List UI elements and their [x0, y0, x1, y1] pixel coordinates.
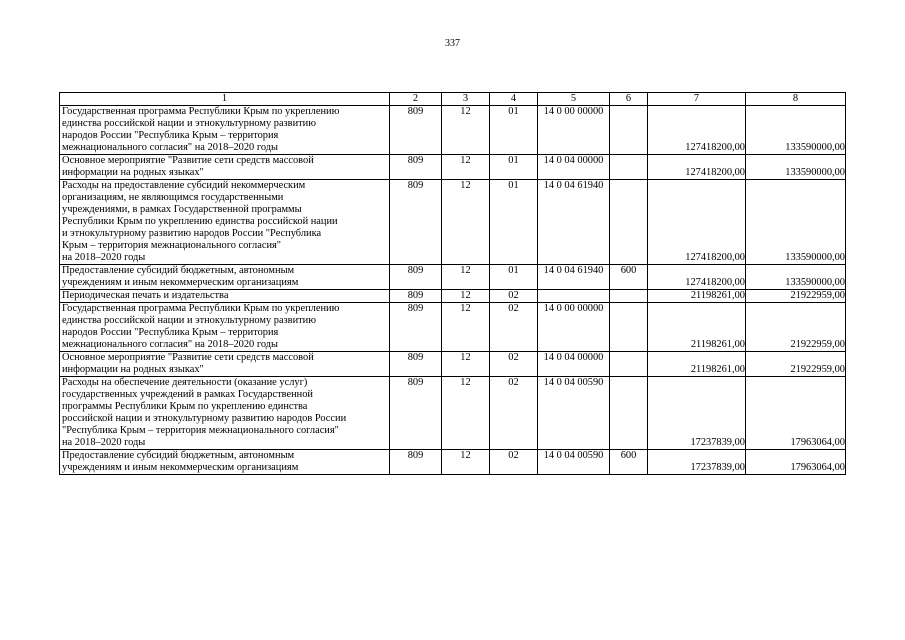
amount-cell-col8: 21922959,00: [746, 303, 846, 352]
column-header: 8: [746, 93, 846, 106]
target-article-cell: 14 0 04 00000: [538, 352, 610, 377]
expense-name-line: информации на родных языках": [62, 364, 204, 375]
section-code-cell: 12: [442, 352, 490, 377]
subsection-code-cell: 02: [490, 352, 538, 377]
expense-name-line: народов России "Республика Крым – территория: [62, 327, 279, 338]
amount-cell-col7: 127418200,00: [648, 180, 746, 265]
amount-cell-col8: 21922959,00: [746, 352, 846, 377]
expense-name-line: единства российской нации и этнокультурному развитию: [62, 315, 316, 326]
expense-type-cell: [610, 303, 648, 352]
expense-name-line: Предоставление субсидий бюджетным, автономным: [62, 265, 295, 276]
expense-name-line: на 2018–2020 годы: [62, 437, 146, 448]
subsection-code-cell: 01: [490, 180, 538, 265]
amount-cell-col7: 21198261,00: [648, 303, 746, 352]
table-row: [60, 377, 846, 450]
section-code-cell: 12: [442, 155, 490, 180]
expense-name-line: информации на родных языках": [62, 167, 204, 178]
expense-name-cell: [60, 265, 390, 290]
target-article-cell: 14 0 00 00000: [538, 303, 610, 352]
amount-cell-col8: 133590000,00: [746, 180, 846, 265]
target-article-cell: 14 0 04 00590: [538, 377, 610, 450]
expense-name-line: Крым – территория межнационального согласия": [62, 240, 282, 251]
expense-type-cell: [610, 155, 648, 180]
expense-type-cell: [610, 377, 648, 450]
table-row: [60, 180, 846, 265]
amount-cell-col7: 17237839,00: [648, 450, 746, 475]
expense-name-line: межнационального согласия" на 2018–2020 годы: [62, 142, 279, 153]
department-code-cell: 809: [390, 180, 442, 265]
amount-cell-col8: 133590000,00: [746, 155, 846, 180]
subsection-code-cell: 02: [490, 303, 538, 352]
table-row: [60, 352, 846, 377]
expense-type-cell: 600: [610, 265, 648, 290]
amount-cell-col8: 21922959,00: [746, 290, 846, 303]
subsection-code-cell: 02: [490, 377, 538, 450]
header-row: [60, 93, 846, 106]
subsection-code-cell: 01: [490, 265, 538, 290]
column-header: 7: [648, 93, 746, 106]
amount-cell-col8: 133590000,00: [746, 106, 846, 155]
column-header: 5: [538, 93, 610, 106]
section-code-cell: 12: [442, 377, 490, 450]
table-row: [60, 106, 846, 155]
table-row: [60, 290, 846, 303]
expense-name-cell: [60, 180, 390, 265]
table-row: [60, 155, 846, 180]
expense-type-cell: [610, 180, 648, 265]
target-article-cell: 14 0 04 00590: [538, 450, 610, 475]
expense-name-line: "Республика Крым – территория межнационального согласия": [62, 425, 339, 436]
department-code-cell: 809: [390, 303, 442, 352]
expense-name-line: межнационального согласия" на 2018–2020 годы: [62, 339, 279, 350]
expense-name-line: организациям, не являющимся государственными: [62, 192, 284, 203]
table-row: [60, 450, 846, 475]
section-code-cell: 12: [442, 180, 490, 265]
expense-type-cell: [610, 352, 648, 377]
expense-name-line: Республики Крым по укреплению единства российской нации: [62, 216, 338, 227]
amount-cell-col7: 127418200,00: [648, 265, 746, 290]
amount-cell-col8: 17963064,00: [746, 450, 846, 475]
table-body: [60, 106, 846, 475]
expense-name-cell: [60, 303, 390, 352]
amount-cell-col8: 17963064,00: [746, 377, 846, 450]
subsection-code-cell: 01: [490, 155, 538, 180]
table-row: [60, 303, 846, 352]
expense-name-line: Государственная программа Республики Крым по укреплению: [62, 106, 340, 117]
amount-cell-col7: 17237839,00: [648, 377, 746, 450]
expense-name-cell: [60, 450, 390, 475]
expense-name-line: Государственная программа Республики Крым по укреплению: [62, 303, 340, 314]
amount-cell-col7: 21198261,00: [648, 290, 746, 303]
expense-name-line: учреждениями, в рамках Государственной программы: [62, 204, 302, 215]
expense-name-line: народов России "Республика Крым – территория: [62, 130, 279, 141]
column-header: 1: [60, 93, 390, 106]
column-header: 2: [390, 93, 442, 106]
target-article-cell: 14 0 00 00000: [538, 106, 610, 155]
department-code-cell: 809: [390, 290, 442, 303]
expense-name-line: на 2018–2020 годы: [62, 252, 146, 263]
subsection-code-cell: 02: [490, 290, 538, 303]
subsection-code-cell: 02: [490, 450, 538, 475]
expense-name-line: Предоставление субсидий бюджетным, автономным: [62, 450, 295, 461]
section-code-cell: 12: [442, 290, 490, 303]
expense-type-cell: [610, 290, 648, 303]
expense-name-line: учреждениям и иным некоммерческим организациям: [62, 277, 299, 288]
column-header: 3: [442, 93, 490, 106]
target-article-cell: 14 0 04 00000: [538, 155, 610, 180]
expense-type-cell: 600: [610, 450, 648, 475]
section-code-cell: 12: [442, 265, 490, 290]
column-header: 4: [490, 93, 538, 106]
subsection-code-cell: 01: [490, 106, 538, 155]
expense-name-line: единства российской нации и этнокультурному развитию: [62, 118, 316, 129]
target-article-cell: [538, 290, 610, 303]
target-article-cell: 14 0 04 61940: [538, 265, 610, 290]
expense-name-line: Основное мероприятие "Развитие сети средств массовой: [62, 352, 314, 363]
expense-name-line: программы Республики Крым по укреплению единства: [62, 401, 308, 412]
department-code-cell: 809: [390, 265, 442, 290]
amount-cell-col8: 133590000,00: [746, 265, 846, 290]
table-row: [60, 265, 846, 290]
target-article-cell: 14 0 04 61940: [538, 180, 610, 265]
department-code-cell: 809: [390, 377, 442, 450]
amount-cell-col7: 21198261,00: [648, 352, 746, 377]
expense-name-line: государственных учреждений в рамках Государственной: [62, 389, 313, 400]
expense-name-line: Расходы на предоставление субсидий некоммерческим: [62, 180, 306, 191]
amount-cell-col7: 127418200,00: [648, 155, 746, 180]
expense-name-cell: [60, 106, 390, 155]
section-code-cell: 12: [442, 450, 490, 475]
expense-name-line: Периодическая печать и издательства: [62, 290, 229, 301]
section-code-cell: 12: [442, 303, 490, 352]
expense-name-line: и этнокультурному развитию народов России "Республика: [62, 228, 322, 239]
expense-name-line: учреждениям и иным некоммерческим организациям: [62, 462, 299, 473]
budget-table: [59, 92, 846, 475]
amount-cell-col7: 127418200,00: [648, 106, 746, 155]
department-code-cell: 809: [390, 352, 442, 377]
expense-name-line: Основное мероприятие "Развитие сети средств массовой: [62, 155, 314, 166]
expense-name-line: Расходы на обеспечение деятельности (оказание услуг): [62, 377, 308, 388]
column-header: 6: [610, 93, 648, 106]
department-code-cell: 809: [390, 450, 442, 475]
expense-name-cell: [60, 155, 390, 180]
expense-type-cell: [610, 106, 648, 155]
section-code-cell: 12: [442, 106, 490, 155]
page-number: 337: [445, 38, 460, 49]
department-code-cell: 809: [390, 155, 442, 180]
expense-name-cell: [60, 377, 390, 450]
expense-name-cell: [60, 352, 390, 377]
expense-name-cell: [60, 290, 390, 303]
department-code-cell: 809: [390, 106, 442, 155]
expense-name-line: российской нации и этнокультурному развитию народов России: [62, 413, 347, 424]
